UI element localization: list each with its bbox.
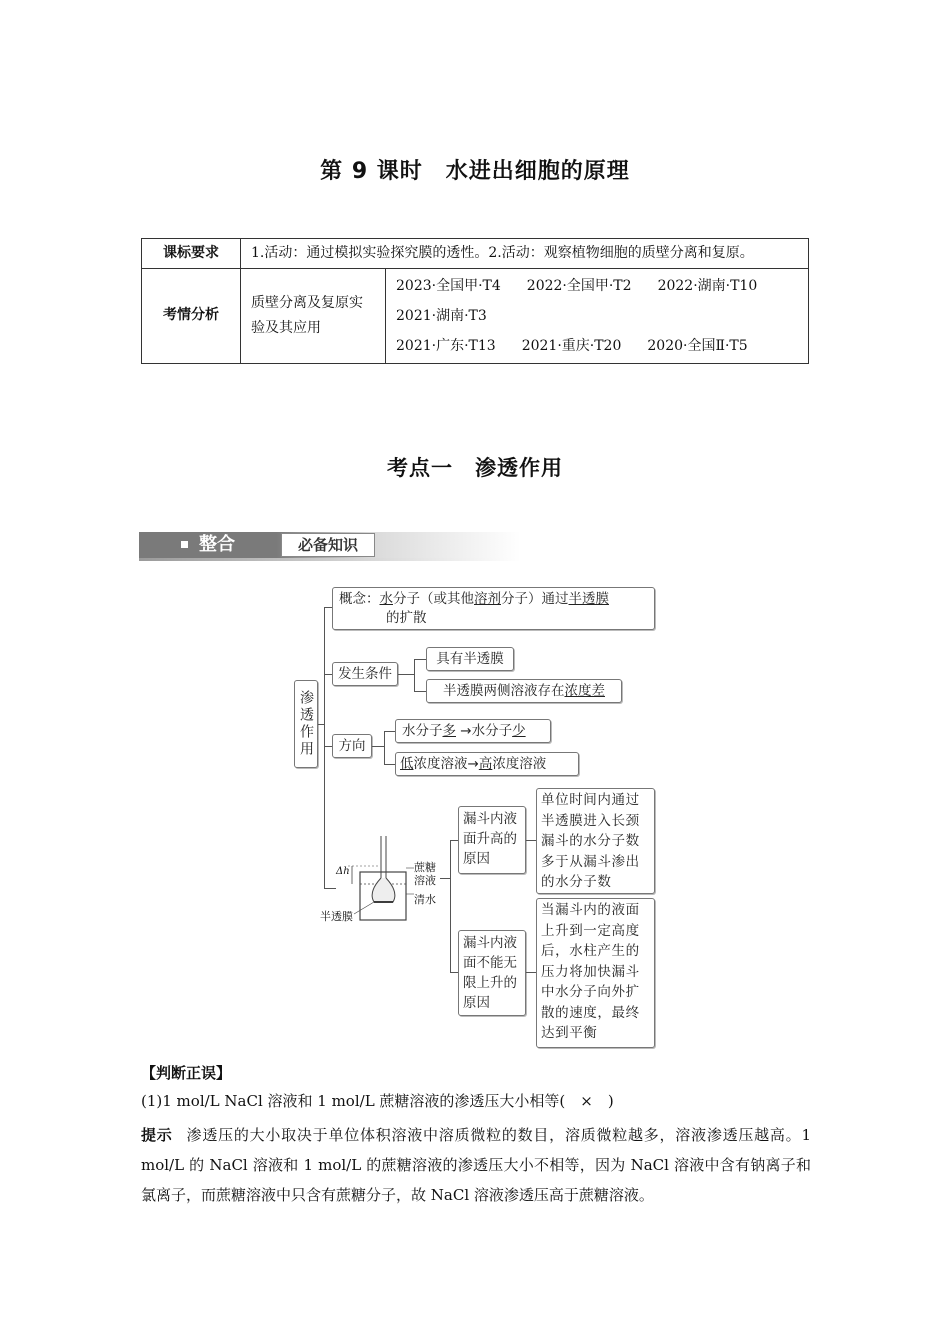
exam-topic: 质壁分离及复原实验及其应用	[241, 268, 386, 363]
exam-item: 2022·湖南·T10	[657, 277, 758, 294]
curriculum-table	[141, 238, 809, 364]
branch-condition	[324, 674, 333, 675]
dir-key: 高	[478, 756, 493, 772]
exam-head: 考情分析	[142, 268, 241, 363]
section-banner	[139, 532, 521, 562]
banner-label: 整合	[199, 534, 235, 555]
hint-paragraph	[141, 1120, 811, 1210]
fig-dh-label: Δh	[336, 866, 350, 877]
page-title: 第 9 课时 水进出细胞的原理	[320, 159, 630, 184]
cond-link	[398, 674, 414, 675]
dir-key: 低	[400, 756, 414, 772]
label-leader-3	[354, 902, 374, 914]
req-head: 课标要求	[142, 239, 241, 269]
dir-key: 少	[512, 723, 526, 739]
dir-b1	[384, 731, 396, 732]
judge-statement: (1)1 mol/L NaCl 溶液和 1 mol/L 蔗糖溶液的渗透压大小相等( × )	[141, 1092, 614, 1110]
dir-text: 水分子	[471, 723, 513, 739]
cond-b2	[414, 691, 427, 692]
exam-item: 2023·全国甲·T4	[396, 277, 501, 294]
branch-concept	[324, 607, 333, 608]
reason-1-box: 漏斗内液面升高的原因	[458, 806, 526, 874]
branch-direction	[324, 746, 333, 747]
dir-link	[372, 746, 384, 747]
concept-text: 的扩散	[386, 610, 427, 626]
reason-bracket	[450, 840, 451, 972]
banner-tag: 必备知识	[281, 533, 375, 557]
concept-box	[332, 587, 655, 630]
concept-text: 分子）通过	[501, 591, 569, 607]
map-root: 渗透作用	[294, 680, 318, 768]
req-text: 1.活动：通过模拟实验探究膜的透性。2.活动：观察植物细胞的质壁分离和复原。	[241, 239, 809, 269]
funnel-bulb	[372, 878, 395, 902]
direction-box: 方向	[332, 734, 372, 758]
concept-key: 溶剂	[474, 591, 501, 607]
judge-title: 【判断正误】	[141, 1064, 232, 1082]
trunk-line	[324, 607, 325, 889]
exam-row-1	[396, 271, 798, 301]
concept-key: 水	[379, 591, 393, 607]
square-icon	[181, 541, 188, 548]
dir-text: 浓度溶液	[492, 756, 547, 772]
branch-figure	[324, 888, 336, 889]
exam-item: 2021·湖南·T3	[396, 307, 487, 324]
dir-bracket	[384, 731, 385, 764]
fig-water-label: 清水	[414, 893, 436, 906]
dir-1-box	[395, 719, 551, 743]
beaker	[360, 872, 406, 920]
cond-2-key: 浓度差	[564, 683, 605, 699]
concept-key: 半透膜	[568, 591, 609, 607]
exam-item: 2021·重庆·T20	[521, 337, 622, 354]
reason-b1	[450, 840, 459, 841]
exam-item: 2021·广东·T13	[396, 337, 496, 354]
reason-link	[440, 878, 450, 879]
cond-1-box: 具有半透膜	[426, 647, 514, 671]
hint-label: 提示	[141, 1126, 173, 1144]
cond-2-text: 半透膜两侧溶液存在	[443, 683, 565, 699]
hint-text: 渗透压的大小取决于单位体积溶液中溶质微粒的数目，溶质微粒越多，溶液渗透压越高。1 mol/L 的 NaCl 溶液和 1 mol/L 的蔗糖溶液的渗透压大小不相等，因为 NaCl 溶液中含有钠离子和氯离子，而蔗糖溶液中只含有蔗糖分子，故 NaCl 溶液渗透压高于蔗糖溶液。	[141, 1126, 811, 1204]
reason-b2	[450, 972, 459, 973]
exam-item: 2022·全国甲·T2	[526, 277, 632, 294]
fig-sucrose-label: 蔗糖溶液	[414, 861, 436, 887]
cond-b1	[414, 659, 427, 660]
dir-2-box	[395, 752, 579, 776]
dir-key: 多	[442, 723, 456, 739]
dir-text: 浓度溶液	[413, 756, 468, 772]
exam-years	[386, 268, 809, 363]
condition-box: 发生条件	[332, 662, 398, 686]
arrow-icon: →	[467, 756, 479, 772]
exam-row-2	[396, 301, 798, 331]
reason-2-box: 漏斗内液面不能无限上升的原因	[458, 930, 526, 1016]
section-title: 考点一 渗透作用	[387, 456, 563, 480]
arrow-icon: →	[460, 723, 472, 739]
exam-row-3	[396, 331, 798, 361]
concept-text: 分子（或其他	[393, 591, 474, 607]
osmometer-figure	[318, 832, 448, 924]
dir-b2	[384, 764, 396, 765]
exam-item: 2020·全国Ⅱ·T5	[647, 337, 748, 354]
reason-1-detail: 单位时间内通过半透膜进入长颈漏斗的水分子数多于从漏斗渗出的水分子数	[536, 788, 655, 894]
reason-2-link	[526, 972, 536, 973]
trunk-root-link	[318, 724, 324, 725]
reason-2-detail: 当漏斗内的液面上升到一定高度后，水柱产生的压力将加快漏斗中水分子向外扩散的速度，最终达到平衡	[536, 898, 655, 1048]
cond-2-box	[426, 679, 622, 703]
concept-prefix: 概念：	[339, 591, 380, 607]
fig-membrane-label: 半透膜	[320, 910, 353, 923]
banner-underline	[139, 558, 521, 561]
cond-bracket	[414, 659, 415, 691]
dir-text: 水分子	[402, 723, 443, 739]
reason-1-link	[526, 840, 536, 841]
